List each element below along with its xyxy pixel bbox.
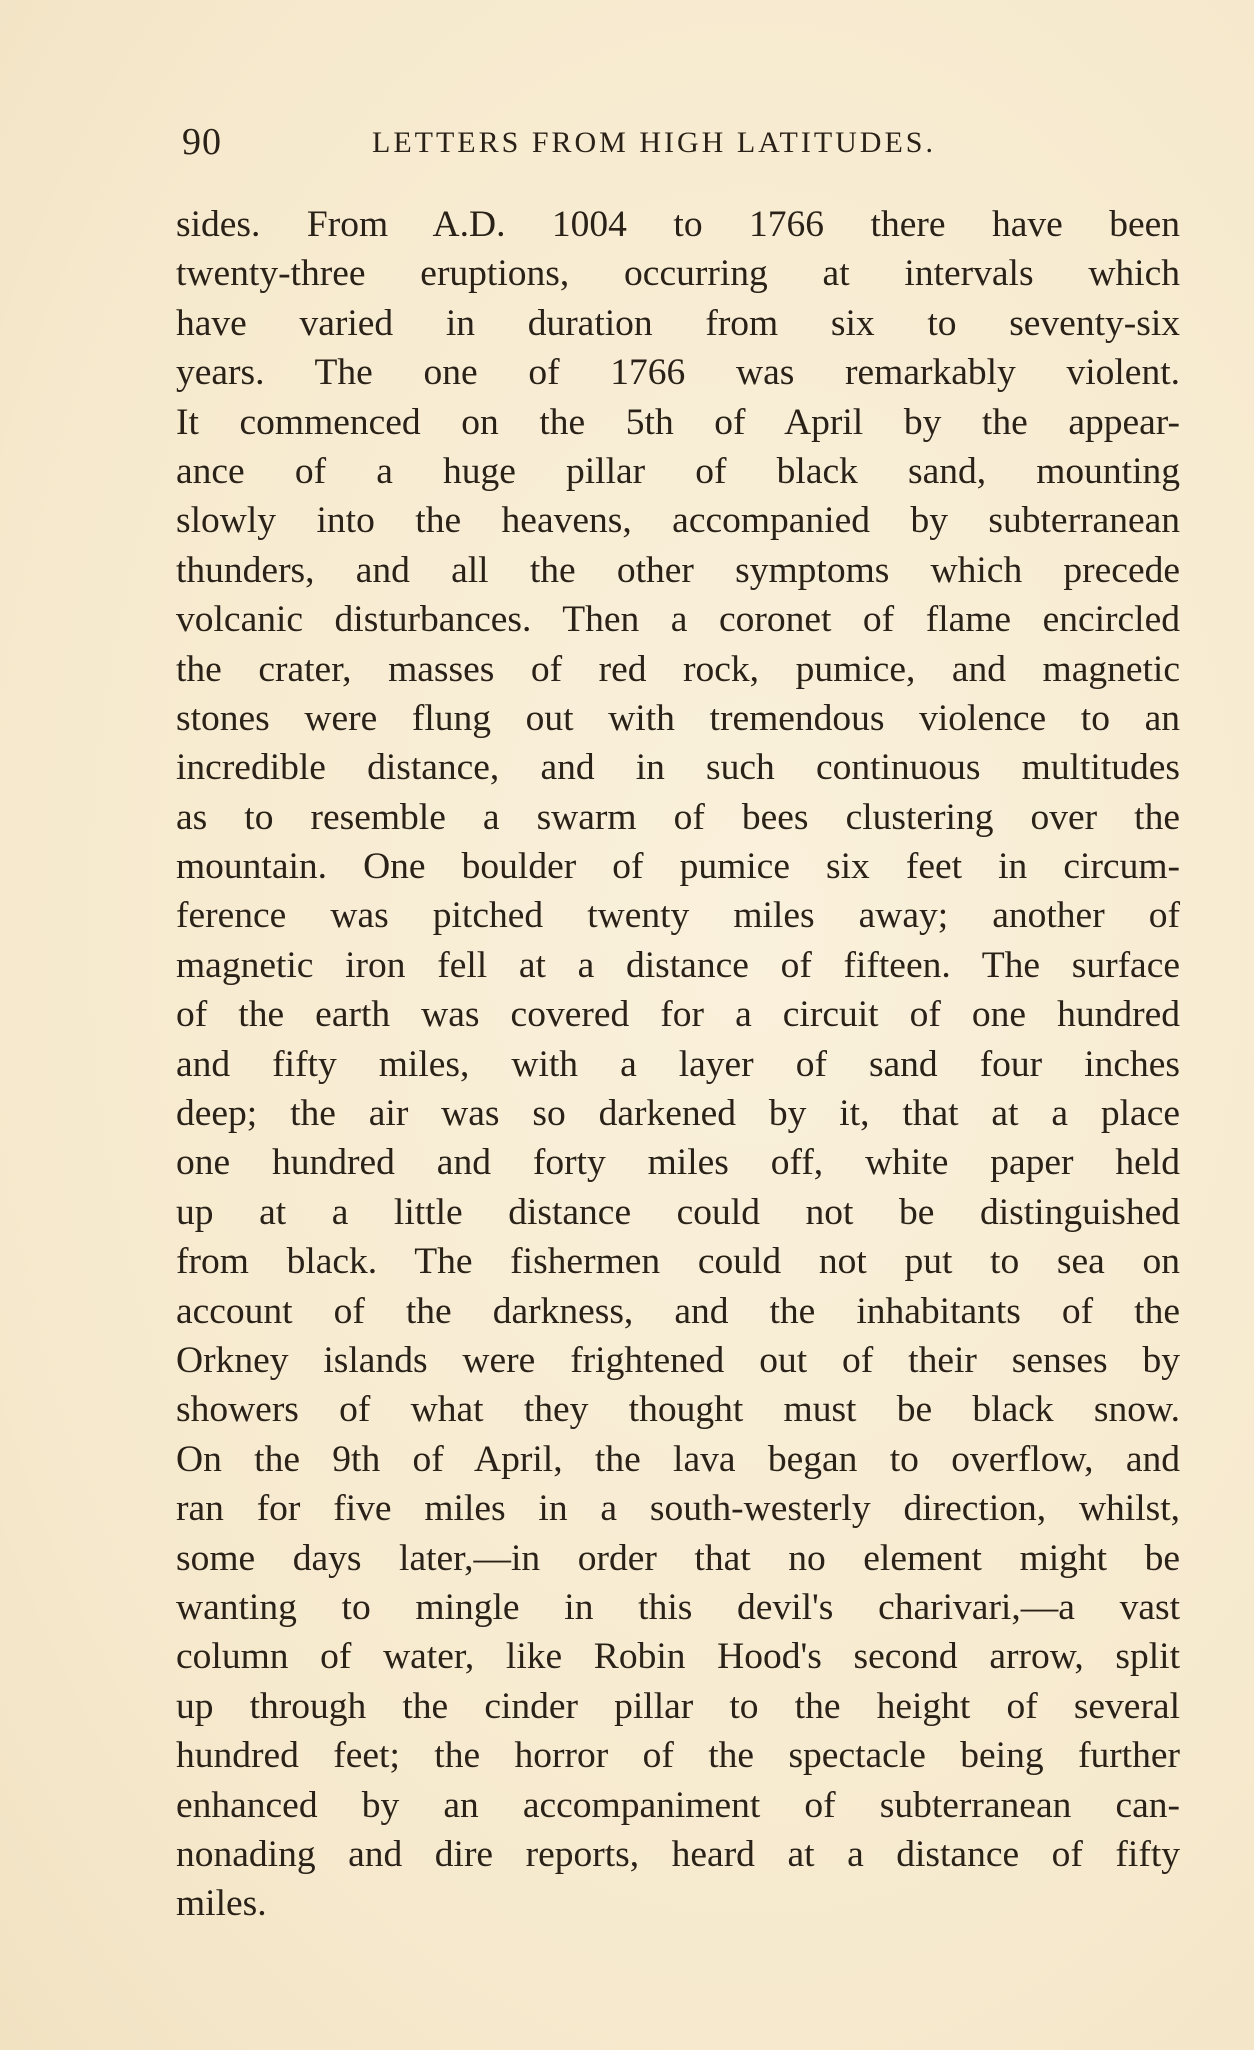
text-line: column of water, like Robin Hood's second arrow, split	[176, 1636, 1180, 1678]
text-line: hundred feet; the horror of the spectacle being further	[176, 1735, 1180, 1777]
text-line: nonading and dire reports, heard at a distance of fifty	[176, 1833, 1180, 1875]
text-line: ference was pitched twenty miles away; another of	[176, 895, 1180, 937]
text-line: On the 9th of April, the lava began to overflow, and	[176, 1438, 1180, 1480]
text-line: from black. The fishermen could not put to sea on	[176, 1241, 1180, 1283]
text-line: stones were flung out with tremendous violence to an	[176, 697, 1180, 739]
text-line: of the earth was covered for a circuit of one hundred	[176, 994, 1180, 1036]
book-page	[176, 118, 1180, 1929]
text-line: one hundred and forty miles off, white paper held	[176, 1142, 1180, 1184]
text-line: thunders, and all the other symptoms which precede	[176, 549, 1180, 591]
text-line: showers of what they thought must be black snow.	[176, 1389, 1180, 1431]
text-line: and fifty miles, with a layer of sand four inches	[176, 1043, 1180, 1085]
text-line: It commenced on the 5th of April by the appear-	[176, 401, 1180, 443]
text-line: as to resemble a swarm of bees clustering over the	[176, 796, 1180, 838]
text-line: magnetic iron fell at a distance of fifteen. The surface	[176, 944, 1180, 986]
text-line: slowly into the heavens, accompanied by subterranean	[176, 500, 1180, 542]
text-line: ance of a huge pillar of black sand, mounting	[176, 450, 1180, 492]
page-header	[176, 118, 1180, 166]
text-line: wanting to mingle in this devil's charivari,—a vast	[176, 1586, 1180, 1628]
text-line: the crater, masses of red rock, pumice, and magnetic	[176, 648, 1180, 690]
text-line-last: miles.	[176, 1883, 267, 1925]
text-line: deep; the air was so darkened by it, that at a place	[176, 1093, 1180, 1135]
text-line: enhanced by an accompaniment of subterranean can-	[176, 1784, 1180, 1826]
running-head: LETTERS FROM HIGH LATITUDES.	[372, 126, 936, 159]
text-line: up at a little distance could not be distinguished	[176, 1191, 1180, 1233]
text-line: up through the cinder pillar to the height of several	[176, 1685, 1180, 1727]
text-line: have varied in duration from six to seventy-six	[176, 302, 1180, 344]
text-line: twenty-three eruptions, occurring at intervals which	[176, 253, 1180, 295]
text-line: mountain. One boulder of pumice six feet in circum-	[176, 846, 1180, 888]
body-paragraph	[176, 200, 1180, 1929]
text-line: volcanic disturbances. Then a coronet of flame encircled	[176, 599, 1180, 641]
text-line: ran for five miles in a south-westerly direction, whilst,	[176, 1488, 1180, 1530]
text-line: sides. From A.D. 1004 to 1766 there have been	[176, 204, 1180, 245]
text-line: incredible distance, and in such continuous multitudes	[176, 747, 1180, 789]
text-line: some days later,—in order that no element might be	[176, 1537, 1180, 1579]
text-line: account of the darkness, and the inhabitants of the	[176, 1290, 1180, 1332]
text-line: Orkney islands were frightened out of their senses by	[176, 1339, 1180, 1381]
page-number: 90	[182, 121, 222, 163]
text-line: years. The one of 1766 was remarkably violent.	[176, 352, 1180, 394]
